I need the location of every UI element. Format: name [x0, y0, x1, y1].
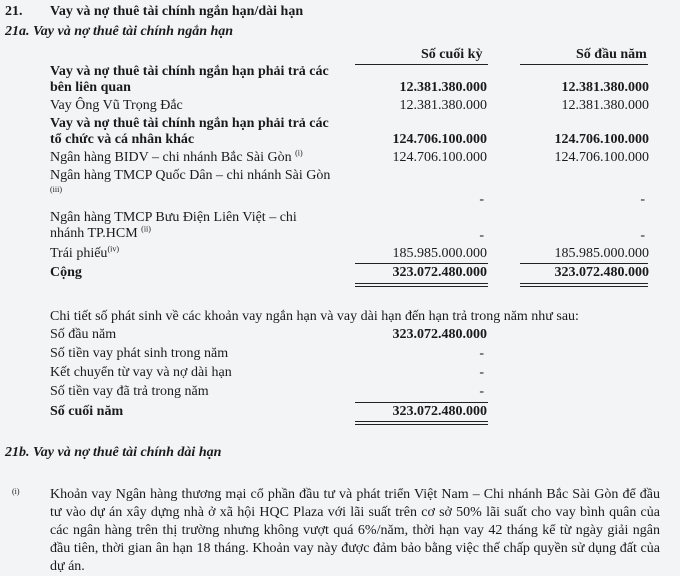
row-value-end: - — [479, 228, 484, 243]
row-label: Vay và nợ thuê tài chính ngắn hạn phải trả các — [50, 116, 329, 131]
footnote-ref: (ii) — [141, 224, 151, 234]
final-value: 323.072.480.000 — [392, 404, 487, 419]
footnote-ref: (i) — [295, 148, 303, 158]
total-double-rule-end — [355, 283, 488, 287]
row-value-start: 124.706.100.000 — [554, 132, 649, 147]
row-label: nhánh TP.HCM $^{(ii)}$ — [50, 224, 151, 241]
row-label: Trái phiếu$^{(iv)}$ — [50, 244, 119, 261]
section-title: Vay và nợ thuê tài chính ngắn hạn/dài hạn — [50, 4, 304, 19]
row-value-end: 185.985.000.000 — [392, 246, 487, 261]
row-label: bên liên quan — [50, 80, 131, 95]
total-rule-end — [355, 263, 488, 264]
footnote-ref: (iii) — [50, 185, 62, 194]
total-value-start: 323.072.480.000 — [554, 265, 649, 280]
row-value-end: 124.706.100.000 — [392, 150, 487, 165]
total-rule-start — [520, 263, 648, 264]
total-value-end: 323.072.480.000 — [392, 265, 487, 280]
final-double-rule — [355, 421, 488, 425]
subsection-a-title: 21a. Vay và nợ thuê tài chính ngắn hạn — [5, 24, 234, 39]
row-value-start: 185.985.000.000 — [554, 246, 649, 261]
header-rule-start — [520, 64, 648, 65]
row-value-end: 12.381.380.000 — [399, 80, 487, 95]
row-label: Ngân hàng TMCP Quốc Dân – chi nhánh Sài Gòn — [50, 168, 331, 183]
row-value-start: 124.706.100.000 — [554, 150, 649, 165]
row-label: tổ chức và cá nhân khác — [50, 132, 195, 147]
note-text: Khoản vay Ngân hàng thương mại cổ phần đầu tư và phát triển Việt Nam – Chi nhánh Bắc Sài Gòn để đầu tư vào dự án xây dựng nhà ở xã hội HQC Plaza với lãi suất trên cơ sở 50% lãi suất cho vay bình quân của các ngân hàng trên thị trường nhưng không vượt quá 6%/năm, thời hạn vay 42 tháng kể từ ngày giải ngân đầu tiên, thời gian ân hạn 18 tháng. Khoản vay này được đảm bảo bằng việc thế chấp quyền sử dụng đất của dự án. — [50, 487, 660, 574]
detail-label: Số tiền vay phát sinh trong năm — [50, 346, 229, 361]
row-value-end: 124.706.100.000 — [392, 132, 487, 147]
row-label: Vay và nợ thuê tài chính ngắn hạn phải trả các — [50, 64, 329, 79]
footnote-ref: (iv) — [107, 244, 119, 254]
row-value-start: - — [640, 192, 645, 207]
detail-label: Kết chuyển từ vay và nợ dài hạn — [50, 365, 232, 380]
total-double-rule-start — [520, 283, 648, 287]
detail-label: Số đầu năm — [50, 327, 117, 342]
row-label: Vay Ông Vũ Trọng Đắc — [50, 98, 183, 113]
col-header-start: Số đầu năm — [576, 47, 647, 62]
row-value-end: - — [479, 192, 484, 207]
final-rule — [355, 402, 488, 403]
header-rule-end — [355, 64, 488, 65]
row-value-start: 12.381.380.000 — [561, 98, 649, 113]
row-label: Ngân hàng BIDV – chi nhánh Bắc Sài Gòn $^{(i)}$ — [50, 148, 303, 165]
final-label: Số cuối năm — [50, 404, 124, 419]
note-marker: (i) — [12, 487, 20, 496]
row-value-start: 12.381.380.000 — [561, 80, 649, 95]
detail-intro: Chi tiết số phát sinh về các khoản vay ngắn hạn và vay dài hạn đến hạn trả trong năm như sau: — [50, 309, 579, 324]
total-label: Cộng — [50, 265, 82, 280]
detail-value: - — [479, 365, 484, 380]
col-header-end: Số cuối kỳ — [421, 47, 483, 62]
subsection-b-title: 21b. Vay và nợ thuê tài chính dài hạn — [5, 445, 222, 460]
detail-value: 323.072.480.000 — [392, 327, 487, 342]
section-number: 21. — [5, 4, 23, 19]
row-value-start: - — [640, 228, 645, 243]
detail-value: - — [479, 346, 484, 361]
detail-label: Số tiền vay đã trả trong năm — [50, 384, 209, 399]
row-value-end: 12.381.380.000 — [399, 98, 487, 113]
row-label: Ngân hàng TMCP Bưu Điện Liên Việt – chi — [50, 210, 297, 225]
detail-value: - — [479, 384, 484, 399]
